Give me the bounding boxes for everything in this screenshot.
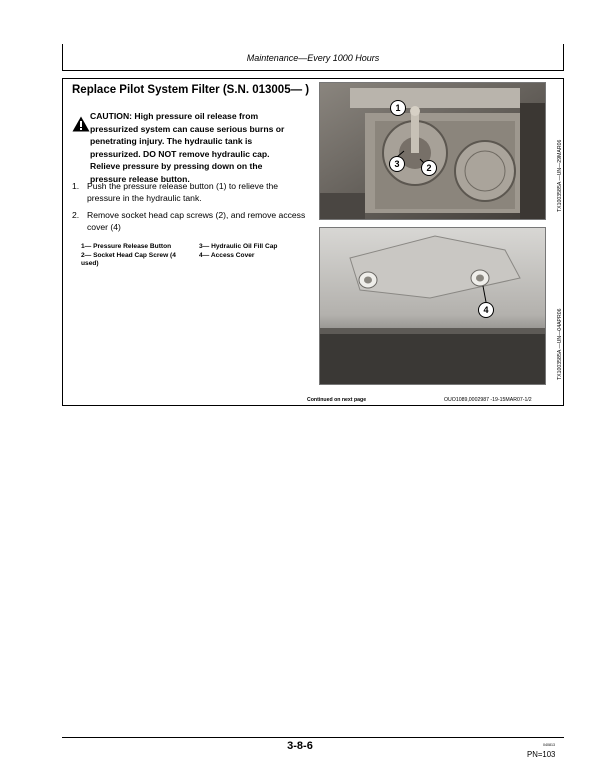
- warning-icon: [72, 116, 90, 132]
- photo-pressure-release: [319, 82, 546, 220]
- document-reference: OUO1089,0002987 -19-15MAR07-1/2: [444, 397, 532, 403]
- step-number: 1.: [72, 181, 80, 191]
- callout-3: 3: [389, 156, 405, 172]
- header-rule: [62, 70, 564, 71]
- legend-item: 4— Access Cover: [199, 251, 255, 259]
- step-item: [72, 181, 312, 204]
- legend-item: 2— Socket Head Cap Screw (4 used): [81, 251, 176, 267]
- footer-rule: [62, 737, 564, 738]
- photo-access-cover: [319, 227, 546, 385]
- photo-id-label: TX1003585A —UN—29MAR06: [557, 139, 563, 212]
- callout-1: 1: [390, 100, 406, 116]
- continued-note: Continued on next page: [307, 397, 367, 403]
- footer-code: 040813: [543, 743, 555, 747]
- footer-pn: PN=103: [527, 750, 556, 759]
- caution-text: CAUTION: High pressure oil release from pressurized system can cause serious burns or penetrating injury. The hydraulic tank is pressurized. DO NOT remove hydraulic cap. Relieve pressure by pressing down on the pressure release button.: [90, 111, 285, 184]
- photo-pressure-release-image: [320, 83, 546, 220]
- callout-2: 2: [421, 160, 437, 176]
- step-number: 2.: [72, 210, 80, 220]
- page-number: 3-8-6: [287, 740, 313, 752]
- steps-list: [72, 181, 312, 239]
- legend-item: 3— Hydraulic Oil Fill Cap: [199, 243, 278, 250]
- step-text: Remove socket head cap screws (2), and remove access cover (4): [87, 210, 306, 232]
- photo-access-cover-image: [320, 228, 546, 385]
- step-item: [72, 210, 312, 233]
- running-header: Maintenance—Every 1000 Hours: [246, 53, 380, 63]
- section-title: Replace Pilot System Filter (S.N. 013005— ): [72, 84, 310, 96]
- callout-4: 4: [478, 302, 494, 318]
- photo-id-label: TX1003585A —UN—04APR06: [557, 308, 563, 380]
- legend-item: 1— Pressure Release Button: [81, 243, 172, 250]
- step-text: Push the pressure release button (1) to relieve the pressure in the hydraulic tank.: [87, 181, 279, 203]
